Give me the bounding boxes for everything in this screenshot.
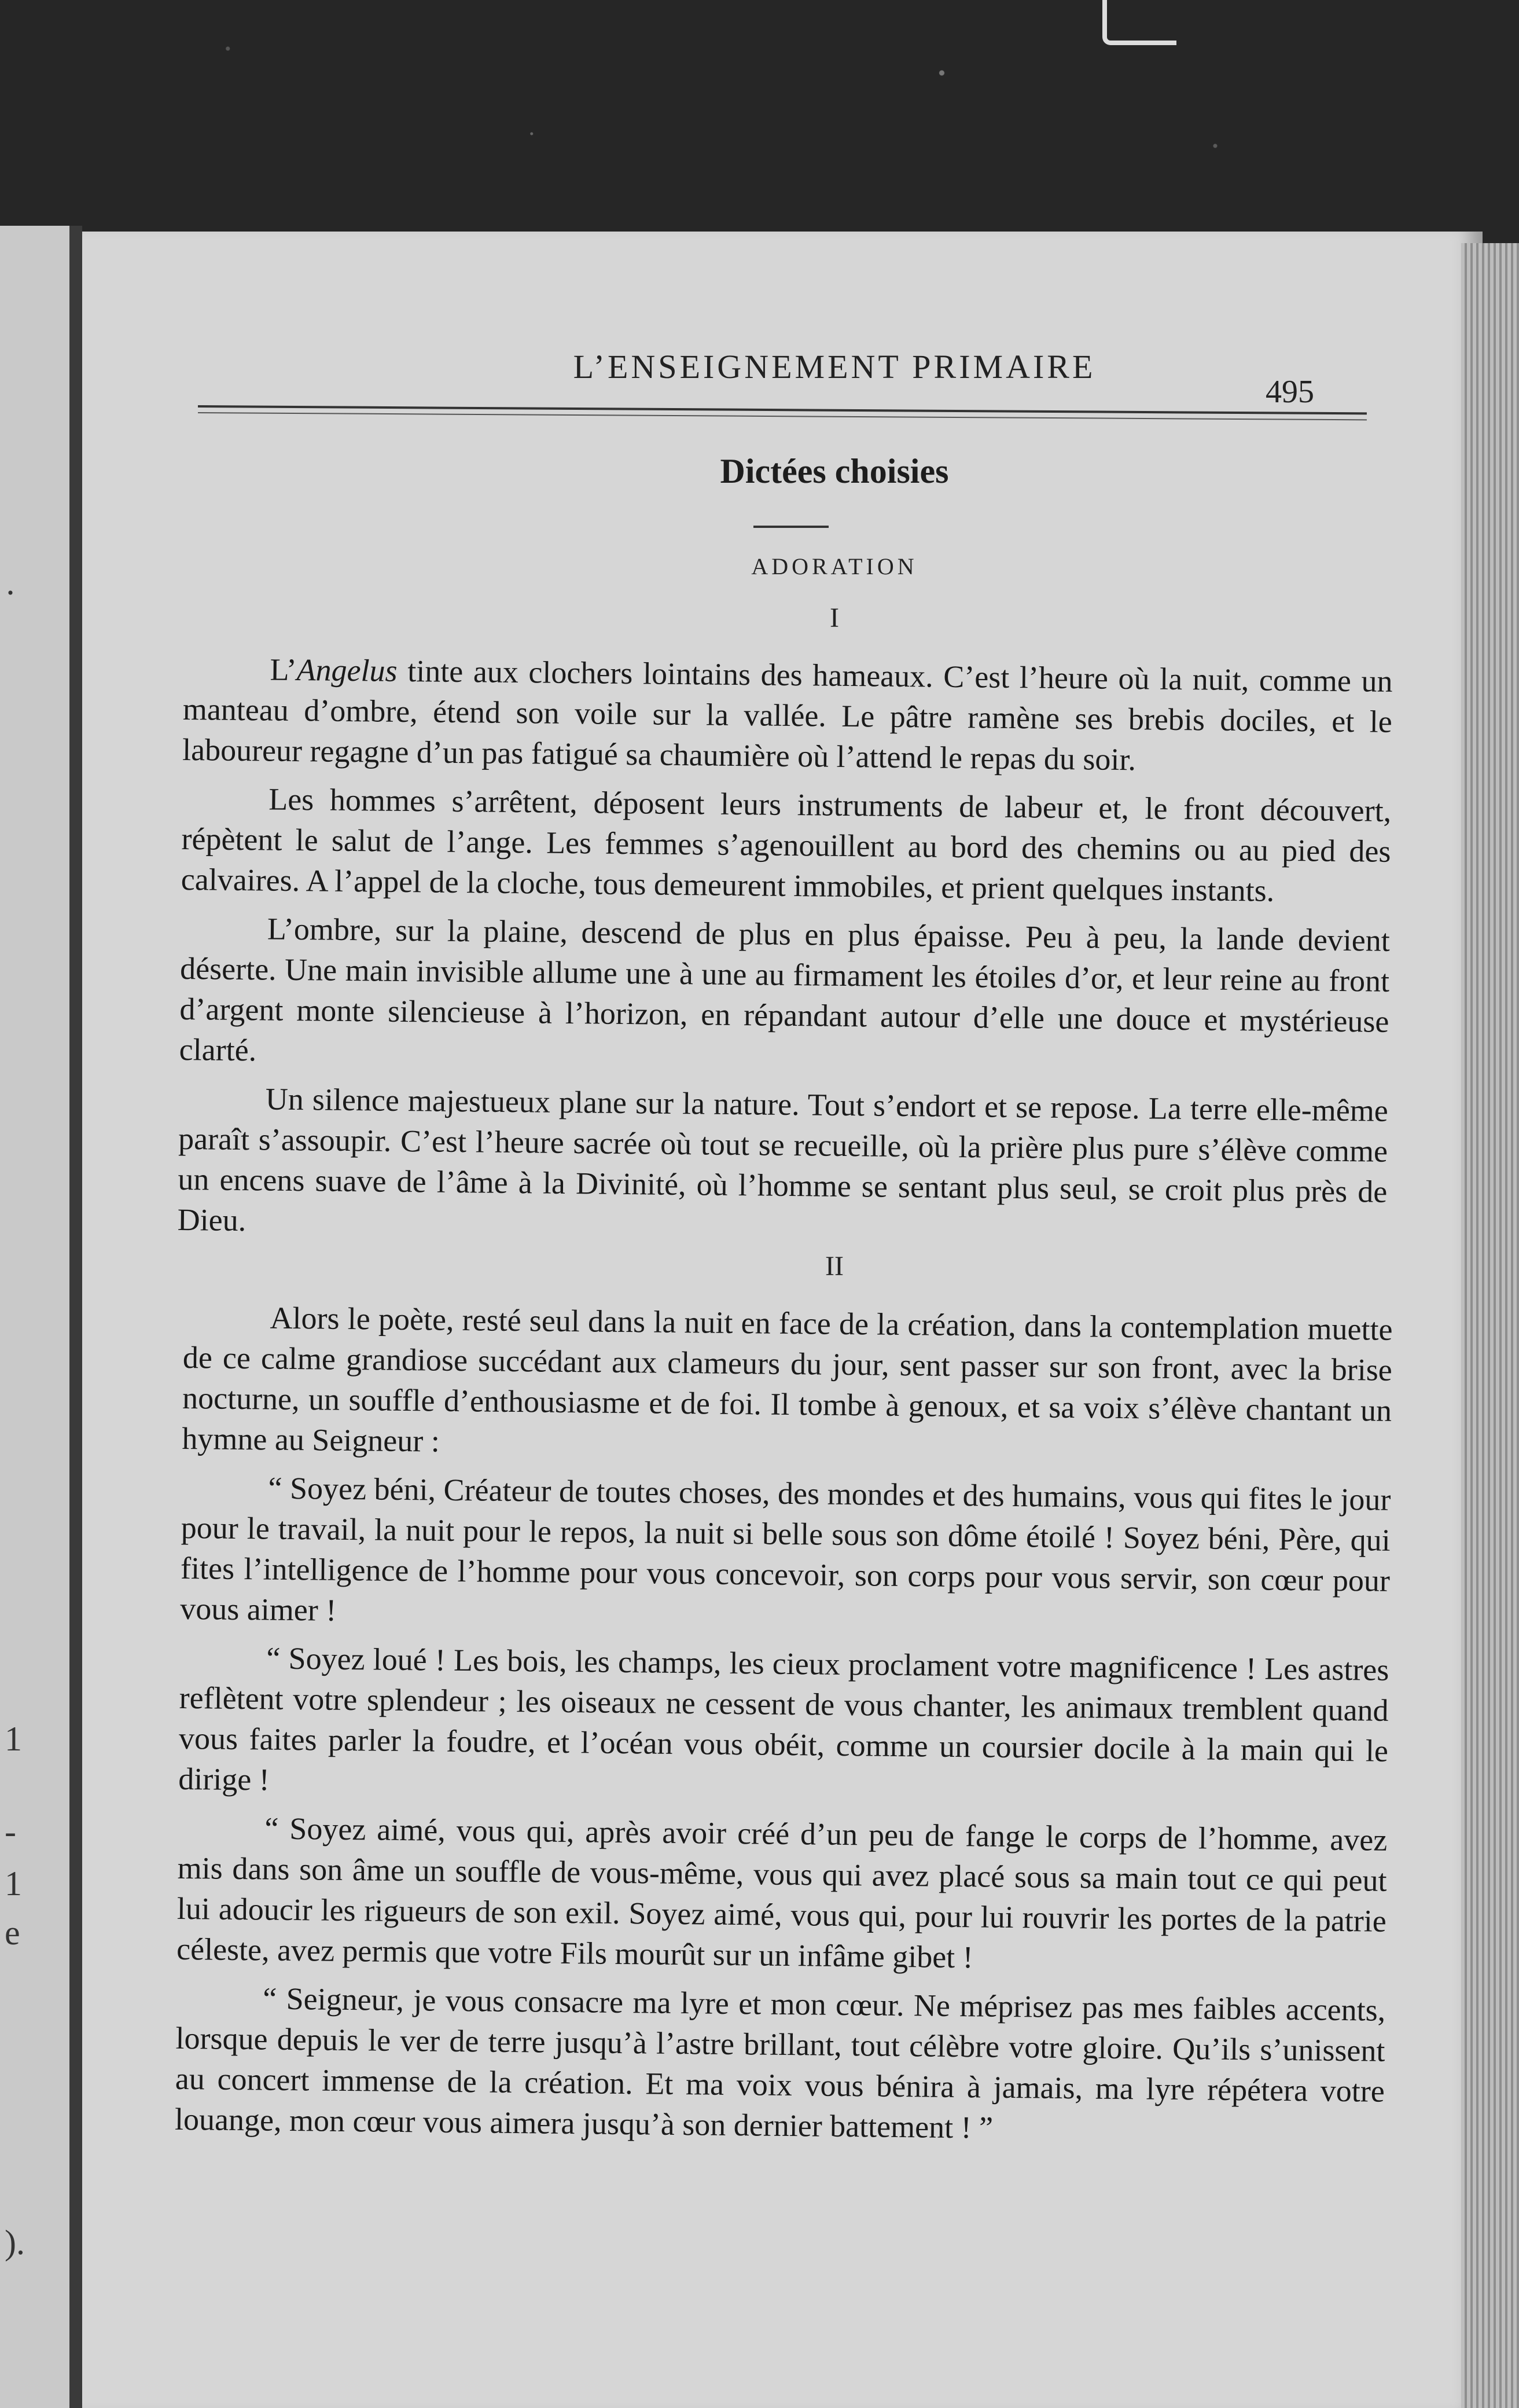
left-fragment: 1 bbox=[5, 1864, 22, 1903]
paragraph: Les hommes s’arrêtent, déposent leurs instruments de labeur et, le front découvert, répètent le salut de l’ange. Les femmes s’agenouillent au bord des chemins ou au pied des calvaires. A l’appel de la cloche, tous demeurent immobiles, et prient quelques instants. bbox=[181, 781, 1392, 908]
paragraph: L’ombre, sur la plaine, descend de plus en plus épaisse. Peu à peu, la lande devient déserte. Une main invisible allume une à une au firmament les étoiles d’or, et leur reine au front d’argent monte silencieuse à l’horizon, en répandant autour d’elle une douce et mystérieuse clarté. bbox=[179, 911, 1391, 1068]
scan-corner-mark bbox=[1102, 0, 1176, 45]
section-1-text bbox=[177, 648, 1393, 1261]
paragraph: Alors le poète, resté seul dans la nuit en face de la création, dans la contemplation muette de ce calme grandiose succédant aux clameurs du jour, sent passer sur son front, avec la brise nocturne, un souffle d’enthousiasme et de foi. Il tombe à genoux, et sa voix s’élève chantant un hymne au Seigneur : bbox=[182, 1300, 1393, 1459]
left-fragment: ). bbox=[5, 2223, 25, 2262]
paragraph: “ Seigneur, je vous consacre ma lyre et mon cœur. Ne méprisez pas mes faibles accents, lorsque depuis le ver de terre jusqu’à l’astre brillant, tout célèbre votre gloire. Qu’ils s’unissent au concert immense de la création. Et ma voix vous bénira à jamais, ma lyre répétera votre louange, mon cœur vous aimera jusqu’à son dernier battement ! ” bbox=[174, 1981, 1386, 2145]
paragraph: “ Soyez loué ! Les bois, les champs, les cieux proclament votre magnificence ! Les astres reflètent votre splendeur ; les oiseaux ne cessent de vous chanter, les animaux tremblent quand vous faites parler la foudre, et l’océan vous obéit, comme un coursier docile à la main qui le dirige ! bbox=[178, 1640, 1389, 1797]
left-fragment: · bbox=[5, 574, 16, 612]
left-fragment: - bbox=[5, 1812, 16, 1851]
section-numeral: II bbox=[825, 1251, 844, 1282]
page-number: 495 bbox=[1266, 374, 1314, 410]
book-page bbox=[82, 232, 1483, 2408]
page-title: Dictées choisies bbox=[720, 452, 949, 490]
left-page-sliver bbox=[0, 226, 72, 2408]
left-fragment: e bbox=[5, 1914, 20, 1952]
section-numeral: I bbox=[830, 603, 839, 633]
book-gutter bbox=[69, 226, 82, 2408]
page-edges bbox=[1461, 243, 1519, 2408]
paragraph: Un silence majestueux plane sur la nature. Tout s’endort et se repose. La terre elle-même paraît s’assoupir. C’est l’heure sacrée où tout se recueille, où la prière plus pure s’élève comme un encens suave de l’âme à la Divinité, où l’homme se sentant plus seul, se croit plus près de Dieu. bbox=[177, 1081, 1389, 1238]
piece-title: ADORATION bbox=[751, 553, 918, 579]
section-2-text bbox=[175, 1297, 1393, 2160]
left-fragment: 1 bbox=[5, 1720, 22, 1758]
title-divider bbox=[753, 526, 829, 528]
running-head: L’ENSEIGNEMENT PRIMAIRE bbox=[573, 348, 1096, 386]
paragraph: “ Soyez aimé, vous qui, après avoir créé d’un peu de fange le corps de l’homme, avez mis dans son âme un souffle de vous-même, vous qui avez placé sous sa main tout ce qui peut lui adoucir les rigueurs de son exil. Soyez aimé, vous qui, pour lui rouvrir les portes de la patrie céleste, avez permis que votre Fils mourût sur un infâme gibet ! bbox=[176, 1811, 1388, 1975]
paragraph: “ Soyez béni, Créateur de toutes choses, des mondes et des humains, vous qui fites le jour pour le travail, la nuit pour le repos, la nuit si belle sous son dôme étoilé ! Soyez béni, Père, qui fites l’intelligence de l’homme pour vous concevoir, son corps pour vous servir, son cœur pour vous aimer ! bbox=[180, 1470, 1391, 1628]
scanner-background bbox=[0, 0, 1519, 243]
paragraph: L’Angelus tinte aux clochers lointains des hameaux. C’est l’heure où la nuit, comme un manteau d’ombre, étend son voile sur la vallée. Le pâtre ramène ses brebis dociles, et le laboureur regagne d’un pas fatigué sa chaumière où l’attend le repas du soir. bbox=[182, 652, 1393, 777]
